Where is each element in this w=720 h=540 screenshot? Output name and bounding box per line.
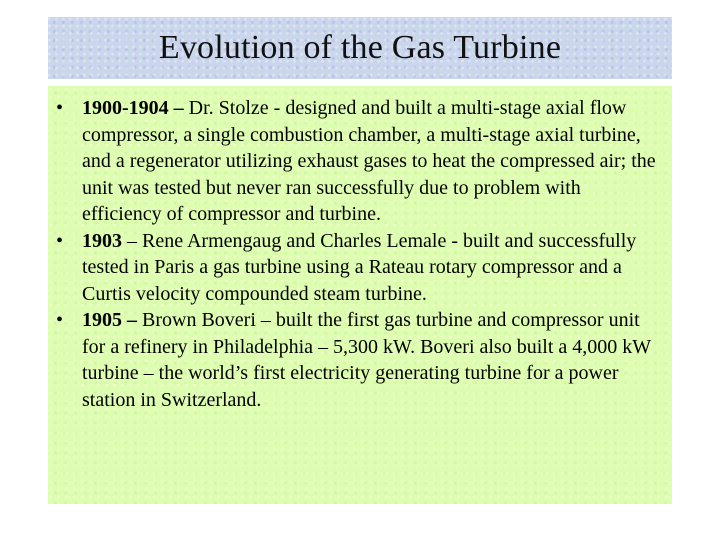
bullet-text: Brown Boveri – built the first gas turbine and compressor unit for a refinery in Philadelphia – 5,300 kW. Boveri also built a 4,000 kW turbine – the world’s first electricity generating turbine for a power station in Switzerland. bbox=[82, 309, 651, 411]
slide-title: Evolution of the Gas Turbine bbox=[158, 29, 562, 66]
bullet-icon: • bbox=[56, 309, 64, 331]
slide-body bbox=[48, 86, 672, 504]
slide-title-box bbox=[48, 17, 672, 79]
bullet-text: Dr. Stolze - designed and built a multi-stage axial flow compressor, a single combustion chamber, a multi-stage axial turbine, and a regenerator utilizing exhaust gases to heat the compressed air; the unit was tested but never ran successfully due to problem with efficiency of compressor and turbine. bbox=[82, 97, 656, 225]
bullet-icon: • bbox=[56, 229, 64, 252]
bullet-date: 1905 – bbox=[82, 309, 137, 331]
bullet-item-1905 bbox=[48, 307, 672, 413]
bullet-item-1900 bbox=[48, 95, 672, 228]
bullet-text: – Rene Armengaug and Charles Lemale - built and successfully tested in Paris a gas turbine using a Rateau rotary compressor and a Curtis velocity compounded steam turbine. bbox=[82, 229, 637, 305]
bullet-item-1903 bbox=[48, 228, 672, 308]
bullet-date: 1900-1904 – bbox=[82, 97, 184, 119]
bullet-list bbox=[48, 86, 672, 413]
bullet-date: 1903 bbox=[82, 229, 122, 252]
bullet-icon: • bbox=[56, 97, 64, 119]
